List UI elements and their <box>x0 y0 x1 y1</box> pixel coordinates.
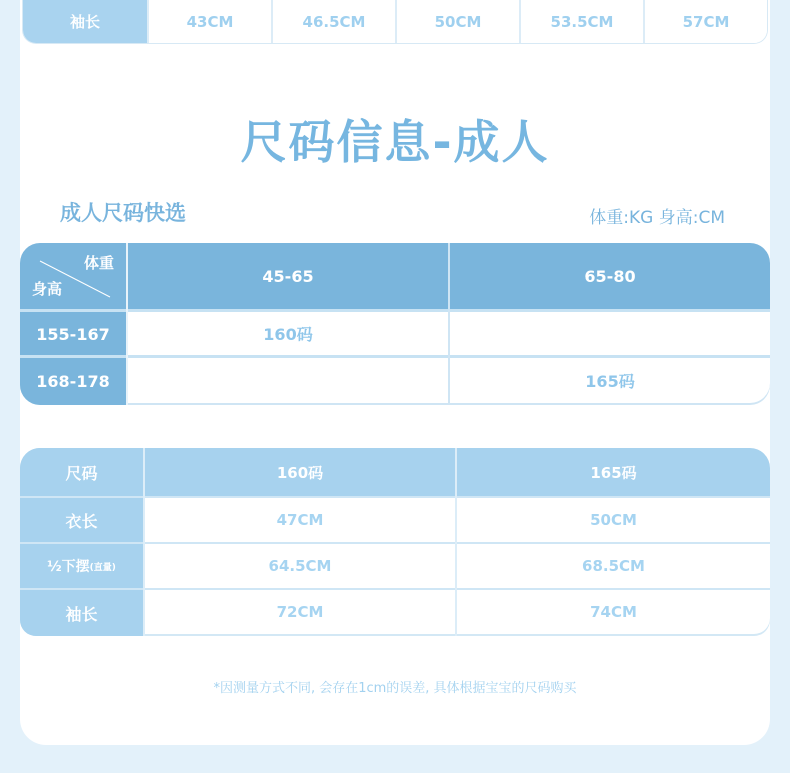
table-cell: 72CM <box>276 603 324 621</box>
quick-select-table <box>20 243 770 405</box>
size-table <box>20 448 770 636</box>
column-header: 165码 <box>590 463 637 482</box>
column-header: 45-65 <box>262 266 314 286</box>
row-label <box>20 544 143 588</box>
table-cell: 165码 <box>585 372 635 391</box>
table-cell: 74CM <box>590 603 637 621</box>
header-label: 尺码 <box>20 448 143 496</box>
table-cell <box>128 358 448 403</box>
table-corner <box>20 243 126 309</box>
row-label: 袖长 <box>20 590 143 636</box>
table-cell: 68.5CM <box>582 557 645 575</box>
row-label: 168-178 <box>20 358 126 405</box>
column-header: 65-80 <box>584 266 636 286</box>
table-cell: 50CM <box>590 511 637 529</box>
previous-size-table-row <box>22 0 768 44</box>
table-cell: 57CM <box>643 0 767 43</box>
table-cell: 53.5CM <box>519 0 643 43</box>
row-label: 衣长 <box>20 498 143 542</box>
table-cell: 47CM <box>276 511 324 529</box>
row-label: 155-167 <box>20 312 126 356</box>
table-cell: 46.5CM <box>271 0 395 43</box>
page-title: 尺码信息-成人 <box>240 115 550 169</box>
table-cell: 64.5CM <box>268 557 332 575</box>
table-cell: 160码 <box>263 325 313 344</box>
column-header: 160码 <box>276 463 324 482</box>
measurement-note: *因测量方式不同, 会存在1cm的误差, 具体根据宝宝的尺码购买 <box>213 681 577 696</box>
corner-weight-label: 体重 <box>83 254 114 272</box>
table-cell: 50CM <box>395 0 519 43</box>
row-label-sleeve: 袖长 <box>23 0 147 43</box>
row-label-text: ½下摆 <box>47 559 90 575</box>
table-cell <box>450 312 770 355</box>
table-cell: 43CM <box>147 0 271 43</box>
row-sublabel: (直量) <box>89 562 116 573</box>
quick-select-title: 成人尺码快选 <box>60 201 186 225</box>
units-note: 体重:KG 身高:CM <box>589 208 725 228</box>
corner-height-label: 身高 <box>32 280 63 298</box>
